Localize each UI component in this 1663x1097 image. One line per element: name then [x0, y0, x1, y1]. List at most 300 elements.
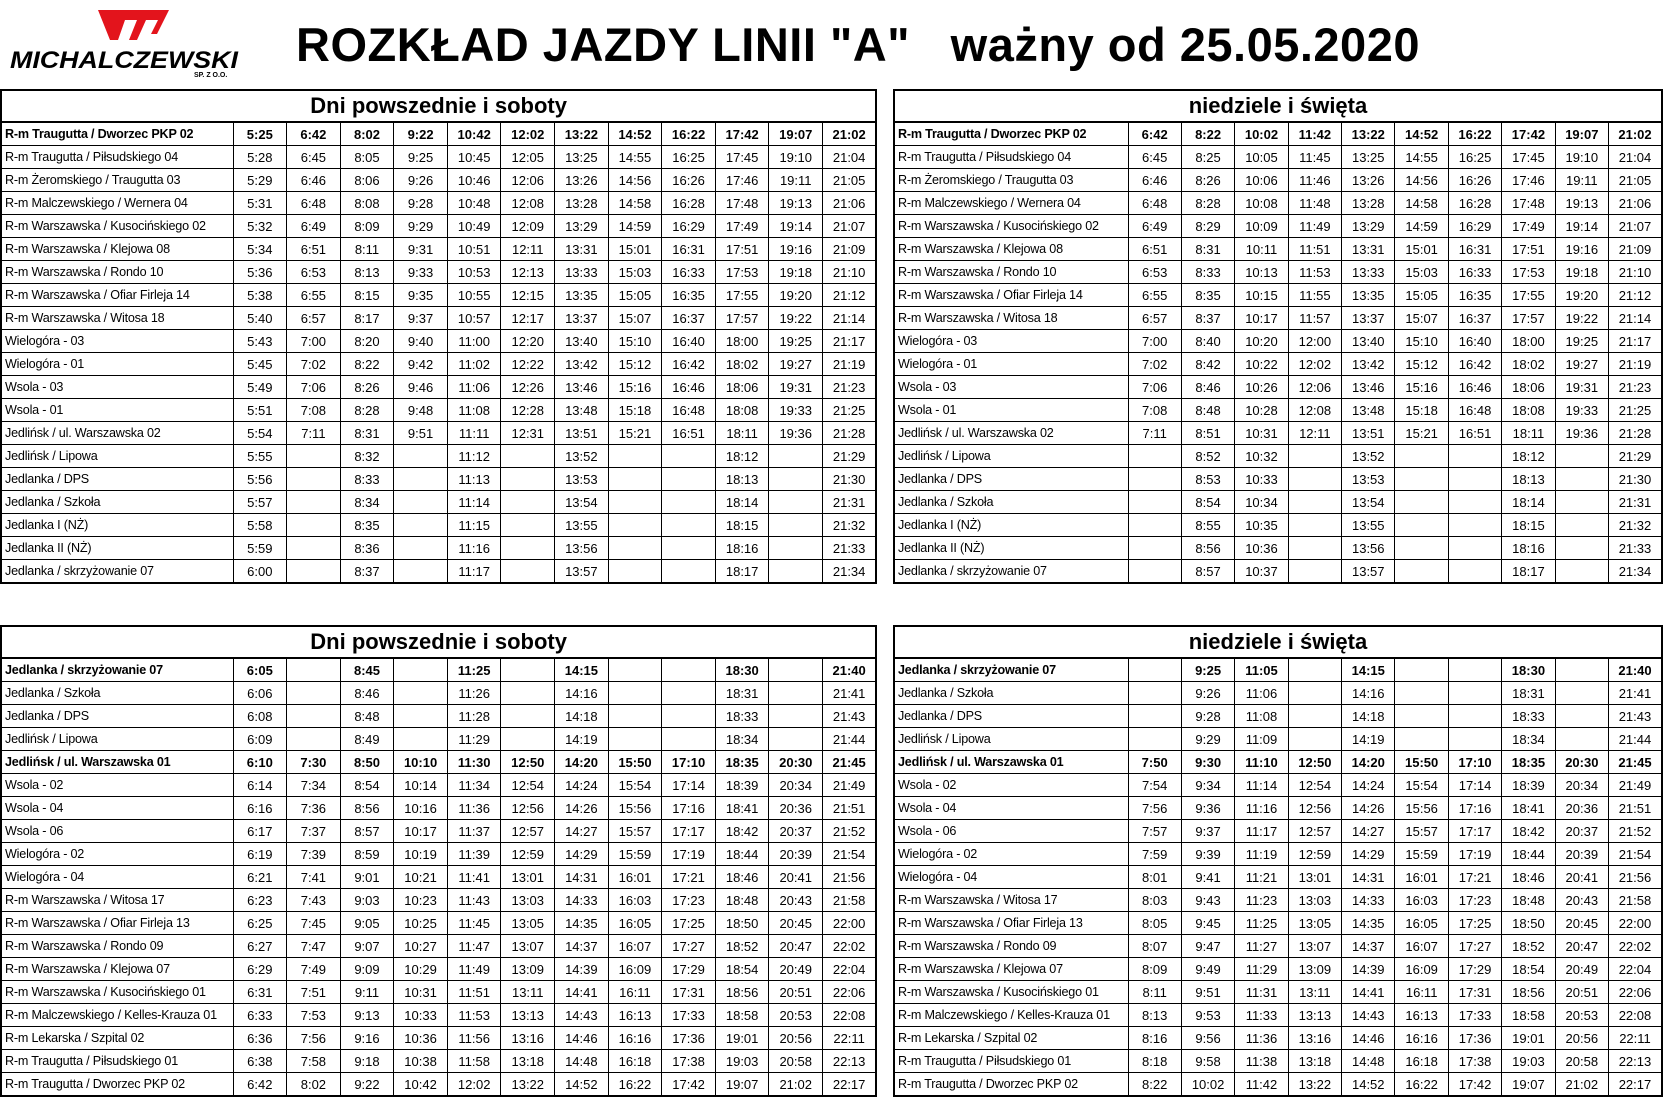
departure-time: 12:54 [1288, 774, 1341, 797]
departure-time: 11:19 [1235, 843, 1288, 866]
departure-time [662, 445, 716, 468]
departure-time: 6:33 [233, 1004, 287, 1027]
timetable-body [1, 122, 876, 583]
departure-time: 9:37 [394, 307, 448, 330]
table-row [1, 445, 876, 468]
departure-time [769, 491, 823, 514]
departure-time: 14:56 [608, 169, 662, 192]
departure-time: 15:56 [608, 797, 662, 820]
stop-name: Jedlanka / skrzyżowanie 07 [1, 560, 233, 584]
departure-time: 8:37 [1181, 307, 1234, 330]
departure-time: 10:09 [1235, 215, 1288, 238]
departure-time: 13:53 [555, 468, 609, 491]
departure-time: 13:55 [1342, 514, 1395, 537]
departure-time: 13:40 [1342, 330, 1395, 353]
departure-time: 10:27 [394, 935, 448, 958]
departure-time: 11:45 [447, 912, 501, 935]
departure-time: 6:06 [233, 682, 287, 705]
departure-time: 21:33 [1609, 537, 1662, 560]
departure-time: 21:52 [1609, 820, 1662, 843]
departure-time: 21:32 [1609, 514, 1662, 537]
departure-time: 13:29 [555, 215, 609, 238]
departure-time: 21:56 [823, 866, 877, 889]
departure-time: 10:16 [394, 797, 448, 820]
departure-time: 5:40 [233, 307, 287, 330]
departure-time: 18:02 [1502, 353, 1555, 376]
departure-time: 17:45 [1502, 146, 1555, 169]
departure-time: 14:37 [1342, 935, 1395, 958]
departure-time [394, 705, 448, 728]
departure-time [1448, 468, 1501, 491]
departure-time: 18:33 [715, 705, 769, 728]
departure-time: 6:14 [233, 774, 287, 797]
departure-time: 21:49 [823, 774, 877, 797]
table-row [1, 1027, 876, 1050]
departure-time [1288, 560, 1341, 584]
departure-time: 14:15 [1342, 658, 1395, 682]
departure-time: 13:22 [1288, 1073, 1341, 1097]
departure-time: 8:34 [340, 491, 394, 514]
departure-time: 21:56 [1609, 866, 1662, 889]
departure-time: 11:15 [447, 514, 501, 537]
departure-time: 17:29 [662, 958, 716, 981]
departure-time: 13:42 [1342, 353, 1395, 376]
departure-time: 16:26 [662, 169, 716, 192]
departure-time: 8:46 [340, 682, 394, 705]
departure-time [1448, 537, 1501, 560]
departure-time [1288, 468, 1341, 491]
departure-time [287, 537, 341, 560]
table-row [1, 1050, 876, 1073]
departure-time: 15:05 [1395, 284, 1448, 307]
departure-time: 11:30 [447, 751, 501, 774]
departure-time: 8:36 [340, 537, 394, 560]
departure-time: 16:29 [662, 215, 716, 238]
departure-time: 9:07 [340, 935, 394, 958]
departure-time: 22:00 [1609, 912, 1662, 935]
table-row [1, 935, 876, 958]
departure-time: 11:53 [447, 1004, 501, 1027]
departure-time: 13:55 [555, 514, 609, 537]
departure-time: 12:15 [501, 284, 555, 307]
departure-time: 13:01 [501, 866, 555, 889]
departure-time: 13:01 [1288, 866, 1341, 889]
table-row [894, 843, 1662, 866]
timetable-sundays-outbound [893, 89, 1663, 584]
departure-time: 21:12 [823, 284, 877, 307]
departure-time: 11:06 [447, 376, 501, 399]
departure-time: 11:05 [1235, 658, 1288, 682]
departure-time: 15:10 [1395, 330, 1448, 353]
departure-time: 11:17 [447, 560, 501, 584]
departure-time: 14:35 [1342, 912, 1395, 935]
departure-time: 10:29 [394, 958, 448, 981]
departure-time: 14:55 [1395, 146, 1448, 169]
departure-time: 15:12 [1395, 353, 1448, 376]
departure-time: 15:10 [608, 330, 662, 353]
stop-name: R-m Warszawska / Rondo 09 [1, 935, 233, 958]
departure-time: 10:36 [1235, 537, 1288, 560]
departure-time: 11:06 [1235, 682, 1288, 705]
table-row [894, 820, 1662, 843]
stop-name: R-m Warszawska / Kusocińskiego 01 [894, 981, 1128, 1004]
table-row [1, 820, 876, 843]
departure-time: 10:21 [394, 866, 448, 889]
departure-time: 9:40 [394, 330, 448, 353]
departure-time: 13:22 [1342, 122, 1395, 146]
departure-time: 19:25 [769, 330, 823, 353]
departure-time: 16:37 [662, 307, 716, 330]
departure-time: 22:17 [1609, 1073, 1662, 1097]
stop-name: Wielogóra - 01 [1, 353, 233, 376]
departure-time: 16:48 [1448, 399, 1501, 422]
table-row [1, 514, 876, 537]
departure-time [769, 682, 823, 705]
stop-name: Wielogóra - 04 [894, 866, 1128, 889]
departure-time: 19:20 [1555, 284, 1608, 307]
departure-time: 18:13 [1502, 468, 1555, 491]
timetable-weekdays-return [0, 625, 877, 1097]
departure-time: 11:43 [447, 889, 501, 912]
departure-time: 8:15 [340, 284, 394, 307]
stop-name: Jedlanka / Szkoła [894, 682, 1128, 705]
departure-time: 17:29 [1448, 958, 1501, 981]
departure-time: 6:36 [233, 1027, 287, 1050]
departure-time: 11:08 [447, 399, 501, 422]
stop-name: R-m Warszawska / Witosa 18 [1, 307, 233, 330]
departure-time [662, 682, 716, 705]
departure-time: 21:52 [823, 820, 877, 843]
departure-time: 12:57 [501, 820, 555, 843]
departure-time: 21:30 [1609, 468, 1662, 491]
departure-time: 22:02 [1609, 935, 1662, 958]
departure-time [1395, 560, 1448, 584]
departure-time: 12:09 [501, 215, 555, 238]
departure-time: 10:22 [1235, 353, 1288, 376]
departure-time: 7:08 [287, 399, 341, 422]
departure-time: 9:18 [340, 1050, 394, 1073]
departure-time [501, 537, 555, 560]
departure-time: 13:22 [501, 1073, 555, 1097]
table-row [1, 192, 876, 215]
departure-time [608, 728, 662, 751]
table-row [1, 422, 876, 445]
departure-time: 10:15 [1235, 284, 1288, 307]
departure-time: 16:26 [1448, 169, 1501, 192]
departure-time: 16:01 [608, 866, 662, 889]
departure-time: 9:43 [1181, 889, 1234, 912]
stop-name: R-m Żeromskiego / Traugutta 03 [1, 169, 233, 192]
departure-time [287, 445, 341, 468]
departure-time: 9:51 [1181, 981, 1234, 1004]
departure-time: 13:25 [1342, 146, 1395, 169]
departure-time: 22:13 [823, 1050, 877, 1073]
departure-time: 16:28 [1448, 192, 1501, 215]
departure-time: 11:08 [1235, 705, 1288, 728]
departure-time: 16:05 [608, 912, 662, 935]
departure-time: 18:11 [1502, 422, 1555, 445]
table-row [894, 935, 1662, 958]
departure-time: 18:30 [715, 658, 769, 682]
departure-time: 6:42 [1128, 122, 1181, 146]
table-row [894, 1027, 1662, 1050]
departure-time: 17:42 [1502, 122, 1555, 146]
departure-time: 10:31 [1235, 422, 1288, 445]
departure-time: 9:28 [394, 192, 448, 215]
departure-time [662, 537, 716, 560]
departure-time: 5:25 [233, 122, 287, 146]
departure-time: 13:07 [501, 935, 555, 958]
departure-time: 18:17 [715, 560, 769, 584]
departure-time: 19:10 [769, 146, 823, 169]
table-row [894, 261, 1662, 284]
departure-time: 8:06 [340, 169, 394, 192]
departure-time: 5:28 [233, 146, 287, 169]
table-row [1, 797, 876, 820]
stop-name: Wsola - 01 [894, 399, 1128, 422]
stop-name: Jedlińsk / ul. Warszawska 01 [894, 751, 1128, 774]
departure-time: 6:53 [1128, 261, 1181, 284]
departure-time: 17:33 [662, 1004, 716, 1027]
departure-time: 21:30 [823, 468, 877, 491]
departure-time: 18:02 [715, 353, 769, 376]
departure-time: 10:02 [1181, 1073, 1234, 1097]
departure-time: 19:11 [1555, 169, 1608, 192]
departure-time: 10:11 [1235, 238, 1288, 261]
departure-time: 6:00 [233, 560, 287, 584]
departure-time: 18:46 [1502, 866, 1555, 889]
departure-time: 15:16 [608, 376, 662, 399]
departure-time: 18:30 [1502, 658, 1555, 682]
departure-time: 13:07 [1288, 935, 1341, 958]
stop-name: Jedlińsk / ul. Warszawska 02 [1, 422, 233, 445]
departure-time: 21:02 [823, 122, 877, 146]
departure-time [394, 468, 448, 491]
departure-time [1448, 445, 1501, 468]
table-row [1, 353, 876, 376]
departure-time: 11:39 [447, 843, 501, 866]
departure-time: 18:14 [715, 491, 769, 514]
departure-time: 14:48 [555, 1050, 609, 1073]
departure-time: 19:10 [1555, 146, 1608, 169]
departure-time: 12:08 [1288, 399, 1341, 422]
departure-time: 20:56 [769, 1027, 823, 1050]
departure-time: 9:25 [394, 146, 448, 169]
departure-time: 11:34 [447, 774, 501, 797]
departure-time: 7:30 [287, 751, 341, 774]
stop-name: Jedlanka / skrzyżowanie 07 [894, 658, 1128, 682]
departure-time: 16:33 [662, 261, 716, 284]
departure-time: 13:56 [1342, 537, 1395, 560]
departure-time: 10:48 [447, 192, 501, 215]
table-row [894, 751, 1662, 774]
stop-name: Wsola - 04 [1, 797, 233, 820]
departure-time: 14:20 [555, 751, 609, 774]
departure-time: 8:55 [1181, 514, 1234, 537]
departure-time: 18:11 [715, 422, 769, 445]
departure-time: 5:31 [233, 192, 287, 215]
departure-time: 8:57 [340, 820, 394, 843]
table-row [894, 169, 1662, 192]
departure-time: 20:39 [1555, 843, 1608, 866]
departure-time: 17:53 [1502, 261, 1555, 284]
departure-time: 13:37 [1342, 307, 1395, 330]
departure-time: 15:01 [608, 238, 662, 261]
departure-time: 7:08 [1128, 399, 1181, 422]
departure-time: 15:05 [608, 284, 662, 307]
departure-time: 10:45 [447, 146, 501, 169]
departure-time: 14:52 [1342, 1073, 1395, 1097]
departure-time: 8:33 [1181, 261, 1234, 284]
departure-time: 7:56 [287, 1027, 341, 1050]
stop-name: Jedlanka II (NŻ) [894, 537, 1128, 560]
departure-time: 11:38 [1235, 1050, 1288, 1073]
departure-time: 14:29 [555, 843, 609, 866]
departure-time: 6:09 [233, 728, 287, 751]
departure-time: 19:22 [769, 307, 823, 330]
departure-time: 18:14 [1502, 491, 1555, 514]
departure-time: 10:34 [1235, 491, 1288, 514]
departure-time: 16:25 [662, 146, 716, 169]
departure-time: 21:06 [823, 192, 877, 215]
departure-time: 12:20 [501, 330, 555, 353]
departure-time: 17:49 [1502, 215, 1555, 238]
departure-time: 13:31 [1342, 238, 1395, 261]
departure-time: 21:31 [823, 491, 877, 514]
departure-time: 17:48 [1502, 192, 1555, 215]
departure-time: 9:11 [340, 981, 394, 1004]
departure-time: 6:49 [287, 215, 341, 238]
departure-time: 8:08 [340, 192, 394, 215]
departure-time: 21:54 [1609, 843, 1662, 866]
stop-name: Jedlanka / DPS [894, 705, 1128, 728]
stop-name: Jedlanka / DPS [1, 468, 233, 491]
departure-time: 10:17 [394, 820, 448, 843]
table-row [1, 751, 876, 774]
departure-time: 17:23 [1448, 889, 1501, 912]
stop-name: Jedlanka / Szkoła [1, 682, 233, 705]
departure-time: 17:19 [662, 843, 716, 866]
departure-time: 16:16 [1395, 1027, 1448, 1050]
departure-time: 6:19 [233, 843, 287, 866]
departure-time: 13:16 [501, 1027, 555, 1050]
departure-time: 20:58 [769, 1050, 823, 1073]
departure-time: 22:13 [1609, 1050, 1662, 1073]
table-row [894, 422, 1662, 445]
departure-time: 15:01 [1395, 238, 1448, 261]
departure-time: 14:58 [1395, 192, 1448, 215]
departure-time: 12:11 [501, 238, 555, 261]
departure-time: 9:25 [1181, 658, 1234, 682]
departure-time: 14:59 [608, 215, 662, 238]
departure-time: 16:48 [662, 399, 716, 422]
departure-time: 6:05 [233, 658, 287, 682]
departure-time [1555, 728, 1608, 751]
departure-time: 17:46 [1502, 169, 1555, 192]
departure-time: 8:16 [1128, 1027, 1181, 1050]
departure-time: 14:52 [1395, 122, 1448, 146]
departure-time: 13:05 [1288, 912, 1341, 935]
departure-time: 8:50 [340, 751, 394, 774]
table-row [1, 560, 876, 584]
departure-time: 6:31 [233, 981, 287, 1004]
departure-time: 10:13 [1235, 261, 1288, 284]
departure-time: 17:48 [715, 192, 769, 215]
departure-time: 22:04 [823, 958, 877, 981]
departure-time: 5:43 [233, 330, 287, 353]
stop-name: R-m Lekarska / Szpital 02 [894, 1027, 1128, 1050]
departure-time: 18:56 [715, 981, 769, 1004]
table-row [894, 728, 1662, 751]
table-row [1, 491, 876, 514]
departure-time: 7:50 [1128, 751, 1181, 774]
departure-time: 12:28 [501, 399, 555, 422]
departure-time [1395, 658, 1448, 682]
departure-time: 16:42 [662, 353, 716, 376]
stop-name: Wsola - 06 [894, 820, 1128, 843]
page-title: ROZKŁAD JAZDY LINII "A" ważny od 25.05.2020 [296, 18, 1420, 71]
departure-time: 18:56 [1502, 981, 1555, 1004]
departure-time: 13:13 [1288, 1004, 1341, 1027]
departure-time: 17:51 [1502, 238, 1555, 261]
departure-time [1448, 658, 1501, 682]
departure-time: 18:52 [1502, 935, 1555, 958]
table-row [894, 889, 1662, 912]
table-row [1, 215, 876, 238]
departure-time [1555, 491, 1608, 514]
departure-time: 18:08 [1502, 399, 1555, 422]
departure-time: 17:38 [662, 1050, 716, 1073]
departure-time [394, 491, 448, 514]
departure-time: 19:31 [1555, 376, 1608, 399]
departure-time: 9:42 [394, 353, 448, 376]
departure-time: 10:46 [447, 169, 501, 192]
departure-time: 21:10 [823, 261, 877, 284]
departure-time [1448, 682, 1501, 705]
departure-time: 5:54 [233, 422, 287, 445]
table-row [894, 215, 1662, 238]
departure-time [769, 514, 823, 537]
departure-time: 13:57 [1342, 560, 1395, 584]
departure-time: 15:07 [1395, 307, 1448, 330]
departure-time: 13:18 [501, 1050, 555, 1073]
table-row [894, 353, 1662, 376]
table-row [894, 238, 1662, 261]
departure-time: 19:33 [769, 399, 823, 422]
departure-time: 17:55 [1502, 284, 1555, 307]
departure-time: 21:09 [1609, 238, 1662, 261]
table-row [894, 866, 1662, 889]
departure-time: 21:29 [1609, 445, 1662, 468]
departure-time: 21:10 [1609, 261, 1662, 284]
departure-time: 18:00 [1502, 330, 1555, 353]
departure-time: 14:27 [1342, 820, 1395, 843]
departure-time: 18:44 [1502, 843, 1555, 866]
departure-time: 21:07 [823, 215, 877, 238]
stop-name: Jedlińsk / Lipowa [894, 445, 1128, 468]
departure-time: 8:26 [340, 376, 394, 399]
departure-time: 18:12 [715, 445, 769, 468]
stop-name: Jedlińsk / Lipowa [1, 728, 233, 751]
departure-time: 13:56 [555, 537, 609, 560]
departure-time: 15:54 [608, 774, 662, 797]
departure-time: 5:55 [233, 445, 287, 468]
departure-time: 17:49 [715, 215, 769, 238]
departure-time: 16:35 [1448, 284, 1501, 307]
departure-time: 5:59 [233, 537, 287, 560]
departure-time: 14:20 [1342, 751, 1395, 774]
departure-time: 11:02 [447, 353, 501, 376]
